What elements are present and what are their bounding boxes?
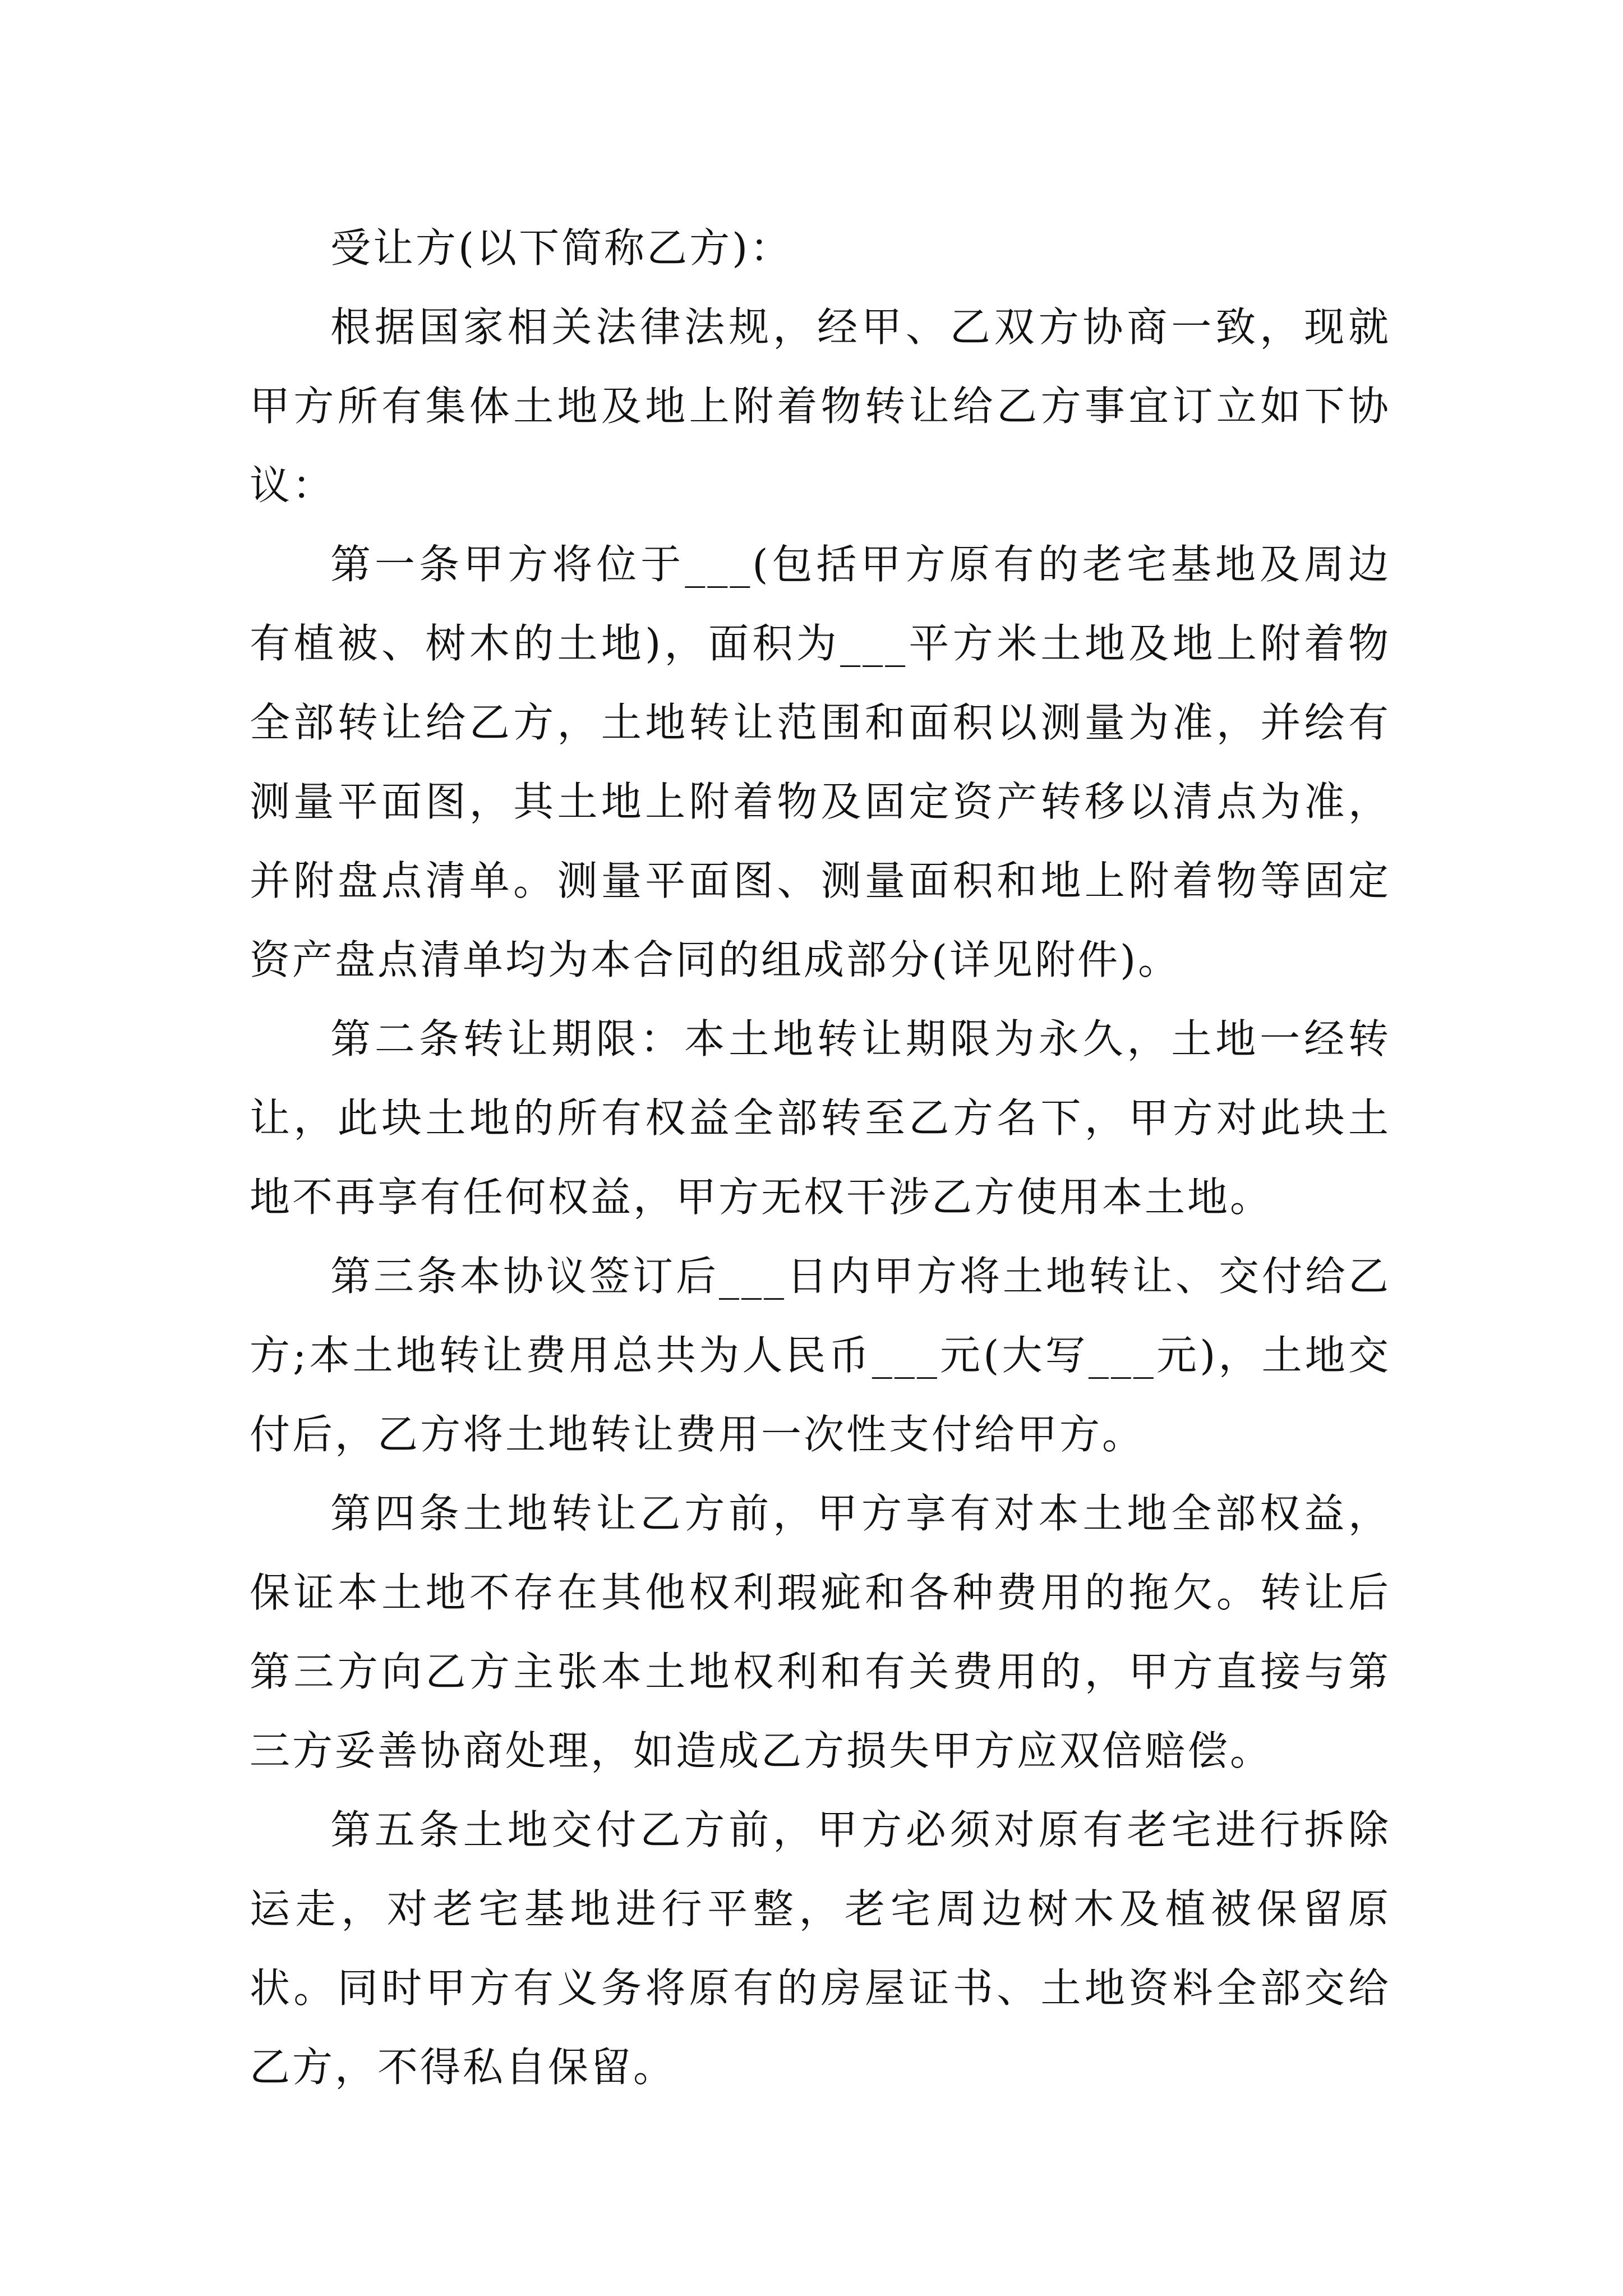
article-4-paragraph: 第四条土地转让乙方前，甲方享有对本土地全部权益，保证本土地不存在其他权利瑕疵和各种费用的拖欠。转让后第三方向乙方主张本土地权利和有关费用的，甲方直接与第三方妥善协商处理，如造成乙方损失甲方应双倍赔偿。 (250, 1490, 1391, 1774)
preamble-paragraph: 根据国家相关法律法规，经甲、乙双方协商一致，现就甲方所有集体土地及地上附着物转让给乙方事宜订立如下协议： (250, 303, 1391, 509)
document-body (250, 209, 1391, 2107)
article-5-paragraph: 第五条土地交付乙方前，甲方必须对原有老宅进行拆除运走，对老宅基地进行平整，老宅周边树木及植被保留原状。同时甲方有义务将原有的房屋证书、土地资料全部交给乙方，不得私自保留。 (250, 1806, 1391, 2091)
article-3-paragraph: 第三条本协议签订后___日内甲方将土地转让、交付给乙方;本土地转让费用总共为人民币___元(大写___元)，土地交付后，乙方将土地转让费用一次性支付给甲方。 (250, 1253, 1391, 1458)
article-2-paragraph: 第二条转让期限：本土地转让期限为永久，土地一经转让，此块土地的所有权益全部转至乙方名下，甲方对此块土地不再享有任何权益，甲方无权干涉乙方使用本土地。 (250, 1015, 1391, 1221)
transferee-line: 受让方(以下简称乙方)： (330, 224, 793, 272)
article-1-paragraph: 第一条甲方将位于___(包括甲方原有的老宅基地及周边有植被、树木的土地)，面积为___平方米土地及地上附着物全部转让给乙方，土地转让范围和面积以测量为准，并绘有测量平面图，其土地上附着物及固定资产转移以清点为准，并附盘点清单。测量平面图、测量面积和地上附着物等固定资产盘点清单均为本合同的组成部分(详见附件)。 (250, 541, 1391, 983)
